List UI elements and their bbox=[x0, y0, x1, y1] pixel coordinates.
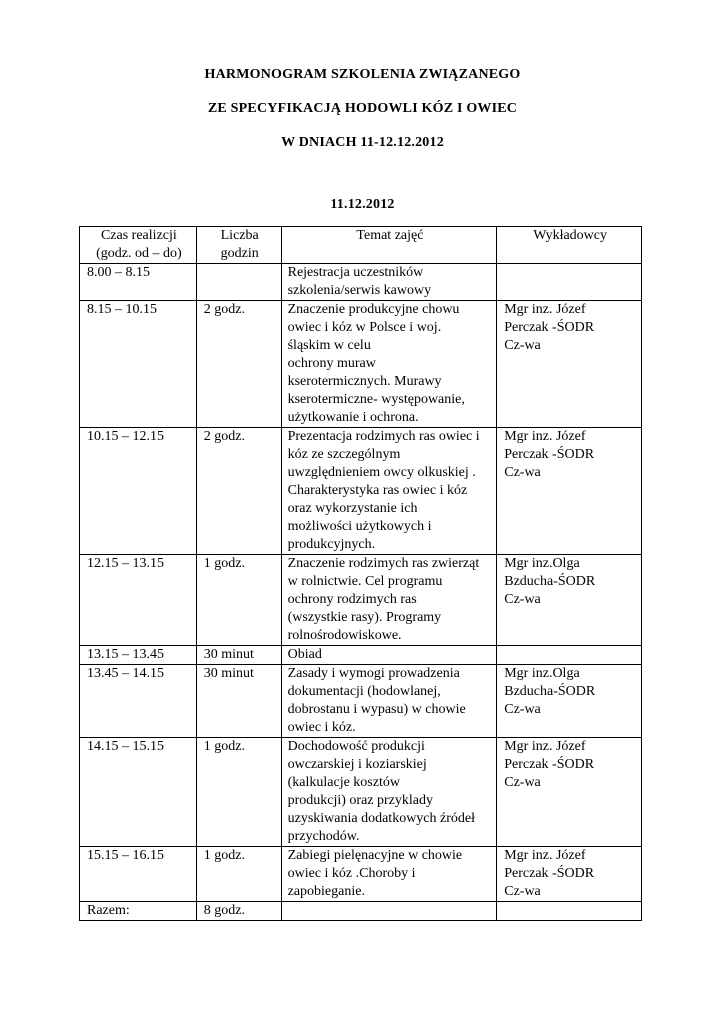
cell-time: 8.00 – 8.15 bbox=[80, 264, 197, 301]
cell-lecturer: Mgr inz. Józef Perczak -ŚODR Cz-wa bbox=[497, 301, 642, 428]
cell-hours: 1 godz. bbox=[196, 738, 281, 847]
cell-time: 13.15 – 13.45 bbox=[80, 646, 197, 665]
cell-hours: 2 godz. bbox=[196, 301, 281, 428]
cell-topic: Prezentacja rodzimych ras owiec i kóz ze szczególnym uwzględnieniem owcy olkuskiej . Charakterystyka ras owiec i kóz oraz wykorzystanie ich możliwości użytkowych i produkcyjnych. bbox=[281, 428, 497, 555]
cell-lecturer: Mgr inz. Józef Perczak -ŚODR Cz-wa bbox=[497, 738, 642, 847]
cell-hours: 1 godz. bbox=[196, 555, 281, 646]
cell-hours bbox=[196, 264, 281, 301]
cell-topic: Znaczenie rodzimych ras zwierząt w rolnictwie. Cel programu ochrony rodzimych ras (wszystkie rasy). Programy rolnośrodowiskowe. bbox=[281, 555, 497, 646]
table-row bbox=[80, 646, 642, 665]
cell-lecturer: Mgr inz. Józef Perczak -ŚODR Cz-wa bbox=[497, 428, 642, 555]
total-topic bbox=[281, 902, 497, 921]
table-row bbox=[80, 665, 642, 738]
schedule-table bbox=[79, 226, 642, 921]
cell-topic: Znaczenie produkcyjne chowu owiec i kóz w Polsce i woj. śląskim w celu ochrony muraw kserotermicznych. Murawy kserotermiczne- występowanie, użytkowanie i ochrona. bbox=[281, 301, 497, 428]
cell-lecturer: Mgr inz. Józef Perczak -ŚODR Cz-wa bbox=[497, 847, 642, 902]
table-row bbox=[80, 738, 642, 847]
total-label: Razem: bbox=[80, 902, 197, 921]
table-row bbox=[80, 428, 642, 555]
cell-time: 15.15 – 16.15 bbox=[80, 847, 197, 902]
document-title-line-3: W DNIACH 11-12.12.2012 bbox=[281, 135, 444, 150]
cell-time: 8.15 – 10.15 bbox=[80, 301, 197, 428]
table-row bbox=[80, 264, 642, 301]
header-topic: Temat zajęć bbox=[281, 227, 497, 264]
total-lecturer bbox=[497, 902, 642, 921]
cell-hours: 1 godz. bbox=[196, 847, 281, 902]
cell-lecturer: Mgr inz.Olga Bzducha-ŚODR Cz-wa bbox=[497, 665, 642, 738]
cell-time: 14.15 – 15.15 bbox=[80, 738, 197, 847]
header-time: Czas realizcji (godz. od – do) bbox=[80, 227, 197, 264]
table-row bbox=[80, 555, 642, 646]
cell-hours: 2 godz. bbox=[196, 428, 281, 555]
table-row bbox=[80, 301, 642, 428]
cell-topic: Zabiegi pielęnacyjne w chowie owiec i kóz .Choroby i zapobieganie. bbox=[281, 847, 497, 902]
header-hours: Liczba godzin bbox=[196, 227, 281, 264]
cell-lecturer bbox=[497, 264, 642, 301]
date-heading: 11.12.2012 bbox=[330, 197, 395, 212]
cell-topic: Zasady i wymogi prowadzenia dokumentacji (hodowlanej, dobrostanu i wypasu) w chowie owiec i kóz. bbox=[281, 665, 497, 738]
cell-lecturer bbox=[497, 646, 642, 665]
table-row bbox=[80, 847, 642, 902]
cell-topic: Obiad bbox=[281, 646, 497, 665]
cell-hours: 30 minut bbox=[196, 646, 281, 665]
total-row bbox=[80, 902, 642, 921]
cell-time: 12.15 – 13.15 bbox=[80, 555, 197, 646]
cell-topic: Dochodowość produkcji owczarskiej i koziarskiej (kalkulacje kosztów produkcji) oraz przyklady uzyskiwania dodatkowych źródeł przychodów. bbox=[281, 738, 497, 847]
document-title-line-1: HARMONOGRAM SZKOLENIA ZWIĄZANEGO bbox=[204, 67, 521, 82]
cell-time: 10.15 – 12.15 bbox=[80, 428, 197, 555]
table-header-row bbox=[80, 227, 642, 264]
cell-topic: Rejestracja uczestników szkolenia/serwis kawowy bbox=[281, 264, 497, 301]
cell-lecturer: Mgr inz.Olga Bzducha-ŚODR Cz-wa bbox=[497, 555, 642, 646]
header-lecturers: Wykładowcy bbox=[497, 227, 642, 264]
document-title-line-2: ZE SPECYFIKACJĄ HODOWLI KÓZ I OWIEC bbox=[207, 101, 518, 116]
cell-time: 13.45 – 14.15 bbox=[80, 665, 197, 738]
total-hours: 8 godz. bbox=[196, 902, 281, 921]
cell-hours: 30 minut bbox=[196, 665, 281, 738]
